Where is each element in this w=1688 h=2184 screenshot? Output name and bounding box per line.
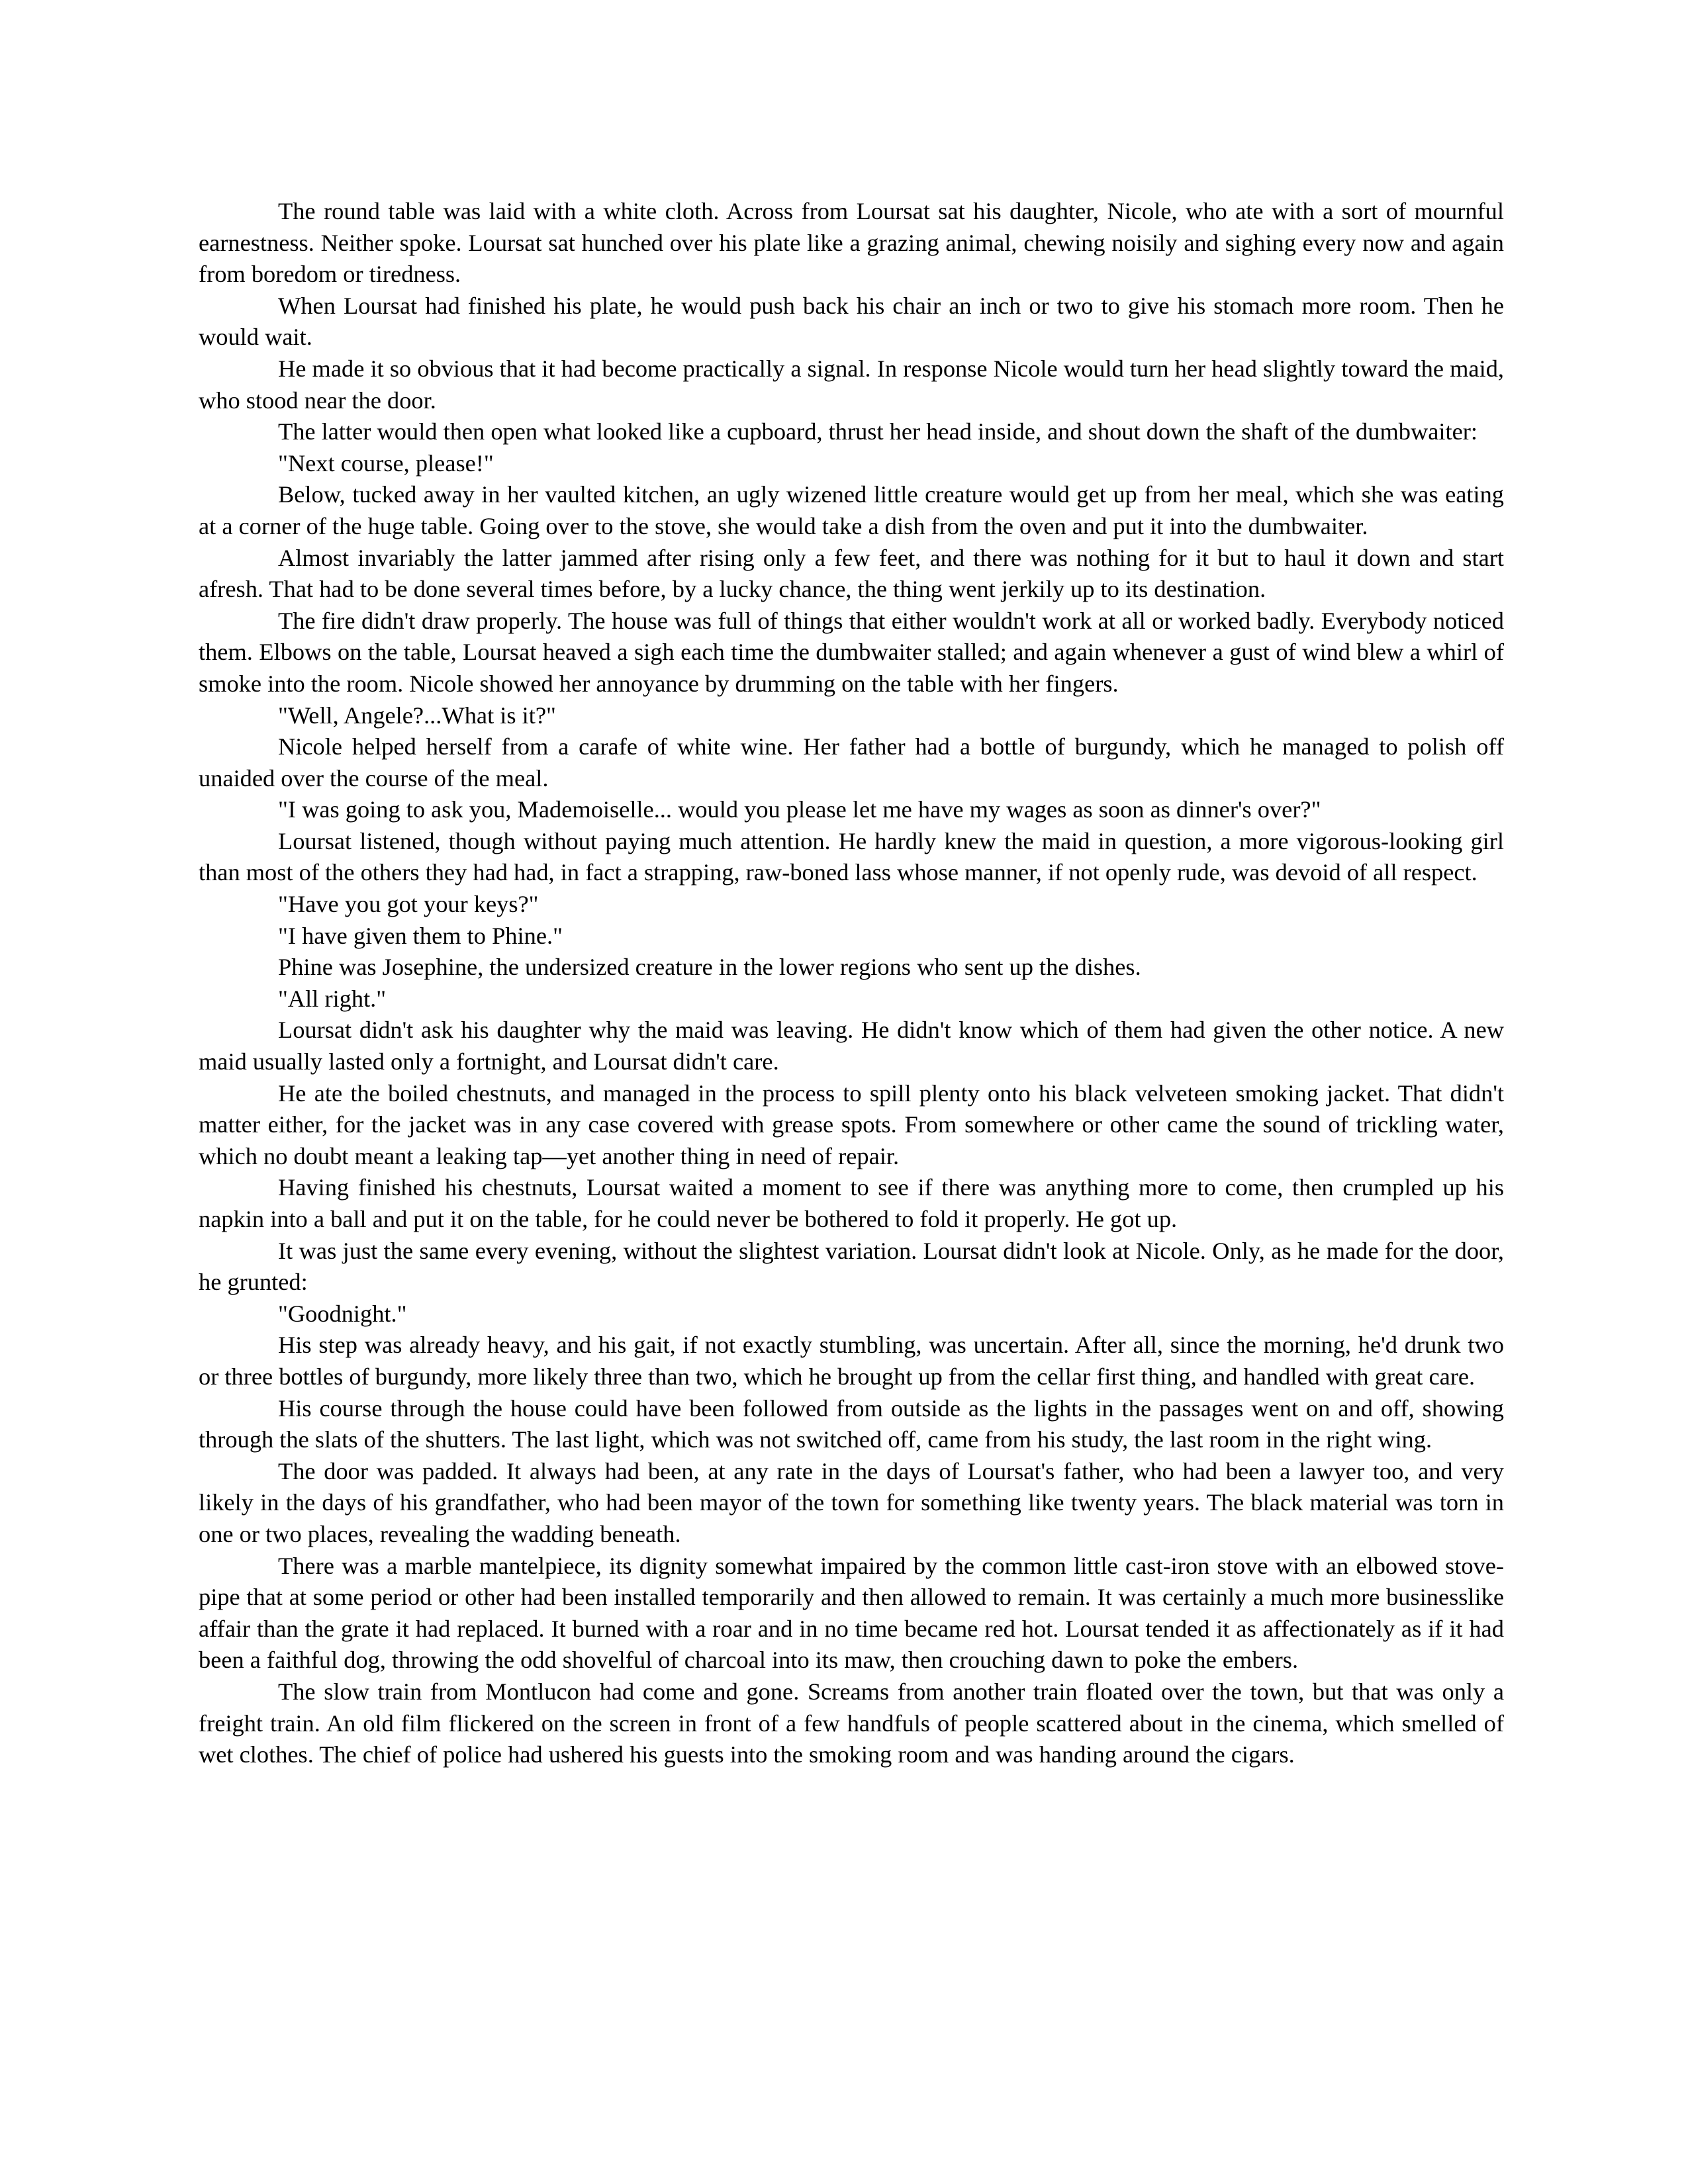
- paragraph: "I was going to ask you, Mademoiselle... would you please let me have my wages as soon as dinner's over?": [278, 796, 1321, 823]
- paragraph: The door was padded. It always had been, at any rate in the days of Loursat's father, who had been a lawyer too, and very likely in the days of his grandfather, who had been mayor of the town for something like twenty years. The black material was torn in one or two places, revealing the wadding beneath.: [199, 1457, 1504, 1547]
- paragraph: He made it so obvious that it had become practically a signal. In response Nicole would turn her head slightly toward the maid, who stood near the door.: [199, 355, 1504, 414]
- paragraph: The latter would then open what looked like a cupboard, thrust her head inside, and shout down the shaft of the dumbwaiter:: [278, 418, 1477, 445]
- paragraph: When Loursat had finished his plate, he would push back his chair an inch or two to give his stomach more room. Then he would wait.: [199, 292, 1504, 351]
- paragraph: He ate the boiled chestnuts, and managed in the process to spill plenty onto his black velveteen smoking jacket. That didn't matter either, for the jacket was in any case covered with grease spots. From somewhere or other came the sound of trickling water, which no doubt meant a leaking tap—yet another thing in need of repair.: [199, 1079, 1504, 1169]
- paragraph: Loursat listened, though without paying much attention. He hardly knew the maid in question, a more vigorous-looking girl than most of the others they had had, in fact a strapping, raw-boned lass whose manner, if not openly rude, was devoid of all respect.: [199, 827, 1504, 886]
- paragraph: Below, tucked away in her vaulted kitchen, an ugly wizened little creature would get up from her meal, which she was eating at a corner of the huge table. Going over to the stove, she would take a dish from the oven and put it into the dumbwaiter.: [199, 481, 1504, 539]
- paragraph: Nicole helped herself from a carafe of white wine. Her father had a bottle of burgundy, which he managed to polish off unaided over the course of the meal.: [199, 733, 1504, 792]
- paragraph: "Goodnight.": [278, 1300, 407, 1327]
- paragraph: "Have you got your keys?": [278, 891, 539, 918]
- paragraph: The fire didn't draw properly. The house was full of things that either wouldn't work at all or worked badly. Everybody noticed them. Elbows on the table, Loursat heaved a sigh each time the dumbwaiter stalled; and again whenever a gust of wind blew a whirl of smoke into the room. Nicole showed her annoyance by drumming on the table with her fingers.: [199, 607, 1504, 697]
- paragraph: "I have given them to Phine.": [278, 922, 563, 949]
- paragraph: "Next course, please!": [278, 449, 494, 477]
- paragraph: Loursat didn't ask his daughter why the maid was leaving. He didn't know which of them had given the other notice. A new maid usually lasted only a fortnight, and Loursat didn't care.: [199, 1017, 1504, 1075]
- paragraph: There was a marble mantelpiece, its dignity somewhat impaired by the common little cast-iron stove with an elbowed stove-pipe that at some period or other had been installed temporarily and then allowed to remain. It was certainly a much more businesslike affair than the grate it had replaced. It burned with a roar and in no time became red hot. Loursat tended it as affectionately as if it had been a faithful dog, throwing the odd shovelful of charcoal into its maw, then crouching dawn to poke the embers.: [199, 1552, 1504, 1674]
- paragraph: "All right.": [278, 985, 387, 1012]
- document-body: [199, 196, 1504, 1771]
- paragraph: The slow train from Montlucon had come and gone. Screams from another train floated over the town, but that was only a freight train. An old film flickered on the screen in front of a few handfuls of people scattered about in the cinema, which smelled of wet clothes. The chief of police had ushered his guests into the smoking room and was handing around the cigars.: [199, 1678, 1504, 1768]
- paragraph: Almost invariably the latter jammed after rising only a few feet, and there was nothing for it but to haul it down and start afresh. That had to be done several times before, by a lucky chance, the thing went jerkily up to its destination.: [199, 544, 1504, 603]
- paragraph: Having finished his chestnuts, Loursat waited a moment to see if there was anything more to come, then crumpled up his napkin into a ball and put it on the table, for he could never be bothered to fold it properly. He got up.: [199, 1174, 1504, 1232]
- paragraph: His course through the house could have been followed from outside as the lights in the passages went on and off, showing through the slats of the shutters. The last light, which was not switched off, came from his study, the last room in the right wing.: [199, 1394, 1504, 1453]
- paragraph: "Well, Angele?...What is it?": [278, 702, 556, 729]
- paragraph: Phine was Josephine, the undersized creature in the lower regions who sent up the dishes.: [278, 954, 1141, 981]
- paragraph: His step was already heavy, and his gait, if not exactly stumbling, was uncertain. After all, since the morning, he'd drunk two or three bottles of burgundy, more likely three than two, which he brought up from the cellar first thing, and handled with great care.: [199, 1332, 1504, 1390]
- paragraph: It was just the same every evening, without the slightest variation. Loursat didn't look at Nicole. Only, as he made for the door, he grunted:: [199, 1237, 1504, 1296]
- paragraph: The round table was laid with a white cloth. Across from Loursat sat his daughter, Nicole, who ate with a sort of mournful earnestness. Neither spoke. Loursat sat hunched over his plate like a grazing animal, chewing noisily and sighing every now and again from boredom or tiredness.: [199, 198, 1504, 288]
